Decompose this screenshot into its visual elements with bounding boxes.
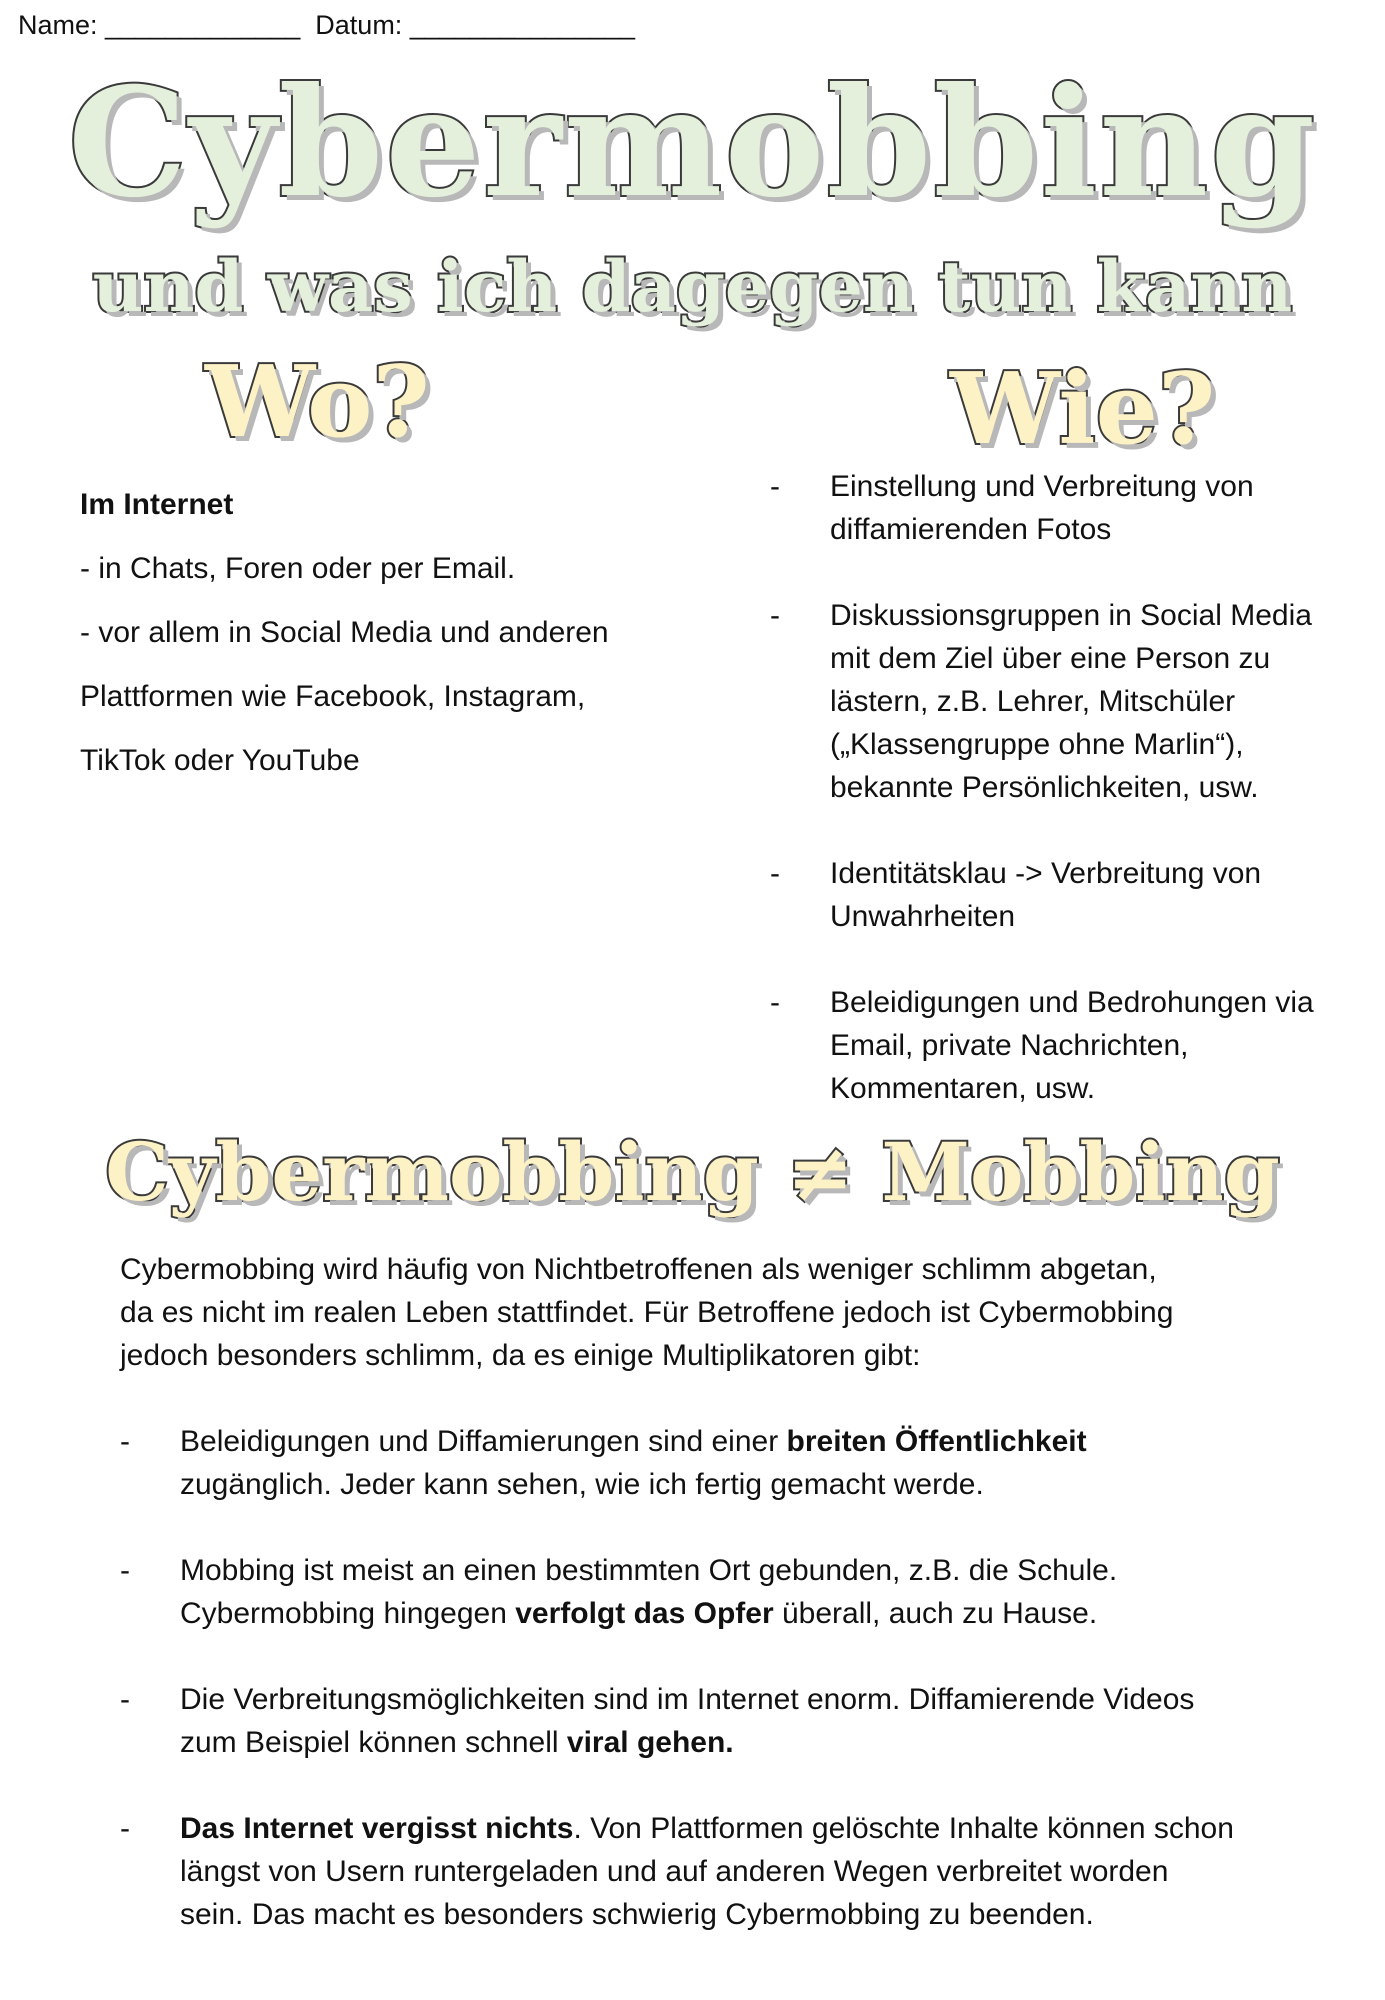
bold-text: verfolgt das Opfer xyxy=(515,1597,774,1630)
text: zugänglich. Jeder kann sehen, wie ich fertig gemacht werde. xyxy=(180,1468,984,1501)
bullet-dash: - xyxy=(770,986,780,1019)
where-section xyxy=(80,483,700,803)
text: . Von Plattformen gelöschte Inhalte können schon xyxy=(573,1812,1234,1845)
bullet-dash: - xyxy=(120,1554,130,1587)
bold-text: breiten Öffentlichkeit xyxy=(786,1425,1087,1458)
where-line: - vor allem in Social Media und anderen xyxy=(80,616,609,649)
how-item xyxy=(770,852,1370,938)
where-line: TikTok oder YouTube xyxy=(80,744,360,777)
intro-line: da es nicht im realen Leben stattfindet. Für Betroffene jedoch ist Cybermobbing xyxy=(120,1296,1174,1329)
compare-heading: Cybermobbing ≠ Mobbing xyxy=(105,1125,1280,1219)
compare-item xyxy=(120,1807,1370,1936)
bold-text: viral gehen. xyxy=(566,1726,734,1759)
compare-item xyxy=(120,1678,1370,1764)
page-subtitle: und was ich dagegen tun kann xyxy=(92,245,1293,328)
how-item-line: Kommentaren, usw. xyxy=(830,1072,1096,1105)
how-item-line: Email, private Nachrichten, xyxy=(830,1029,1189,1062)
how-item-line: („Klassengruppe ohne Marlin“), xyxy=(830,728,1244,761)
bullet-dash: - xyxy=(120,1812,130,1845)
page-title: Cybermobbing xyxy=(67,55,1318,231)
text: Mobbing ist meist an einen bestimmten Ort gebunden, z.B. die Schule. xyxy=(180,1554,1118,1587)
where-bold-line: Im Internet xyxy=(80,488,234,521)
how-item xyxy=(770,465,1370,551)
name-blank: _____________ xyxy=(105,10,301,40)
how-item-line: Beleidigungen und Bedrohungen via xyxy=(830,986,1314,1019)
text: längst von Usern runtergeladen und auf anderen Wegen verbreitet worden xyxy=(180,1855,1169,1888)
text: zum Beispiel können schnell xyxy=(180,1726,567,1759)
compare-item xyxy=(120,1420,1370,1506)
how-item xyxy=(770,594,1370,809)
compare-section xyxy=(120,1248,1370,1936)
how-heading: Wie? xyxy=(950,352,1216,467)
bullet-dash: - xyxy=(120,1683,130,1716)
how-item-line: Identitätsklau -> Verbreitung von xyxy=(830,857,1262,890)
text: Die Verbreitungsmöglichkeiten sind im Internet enorm. Diffamierende Videos xyxy=(180,1683,1195,1716)
bullet-dash: - xyxy=(120,1425,130,1458)
intro-line: jedoch besonders schlimm, da es einige Multiplikatoren gibt: xyxy=(120,1339,921,1372)
date-label: Datum: xyxy=(315,10,403,40)
where-line: Plattformen wie Facebook, Instagram, xyxy=(80,680,586,713)
compare-item xyxy=(120,1549,1370,1635)
how-item-line: diffamierenden Fotos xyxy=(830,513,1112,546)
intro-line: Cybermobbing wird häufig von Nichtbetroffenen als weniger schlimm abgetan, xyxy=(120,1253,1157,1286)
bullet-dash: - xyxy=(770,857,780,890)
where-line: - in Chats, Foren oder per Email. xyxy=(80,552,516,585)
how-item-line: lästern, z.B. Lehrer, Mitschüler xyxy=(830,685,1236,718)
how-item-line: Diskussionsgruppen in Social Media xyxy=(830,599,1312,632)
header-fields xyxy=(18,10,635,41)
text: überall, auch zu Hause. xyxy=(773,1597,1098,1630)
how-item xyxy=(770,981,1370,1110)
date-blank: _______________ xyxy=(409,10,636,40)
how-item-line: mit dem Ziel über eine Person zu xyxy=(830,642,1271,675)
how-item-line: bekannte Persönlichkeiten, usw. xyxy=(830,771,1259,804)
how-item-line: Unwahrheiten xyxy=(830,900,1016,933)
name-label: Name: xyxy=(18,10,98,40)
bold-text: Das Internet vergisst nichts xyxy=(180,1812,574,1845)
bullet-dash: - xyxy=(770,470,780,503)
bullet-dash: - xyxy=(770,599,780,632)
compare-intro xyxy=(120,1248,1370,1377)
where-heading: Wo? xyxy=(205,345,430,460)
text: sein. Das macht es besonders schwierig Cybermobbing zu beenden. xyxy=(180,1898,1094,1931)
text: Cybermobbing hingegen xyxy=(180,1597,516,1630)
how-item-line: Einstellung und Verbreitung von xyxy=(830,470,1254,503)
how-section xyxy=(770,465,1370,1110)
text: Beleidigungen und Diffamierungen sind einer xyxy=(180,1425,787,1458)
